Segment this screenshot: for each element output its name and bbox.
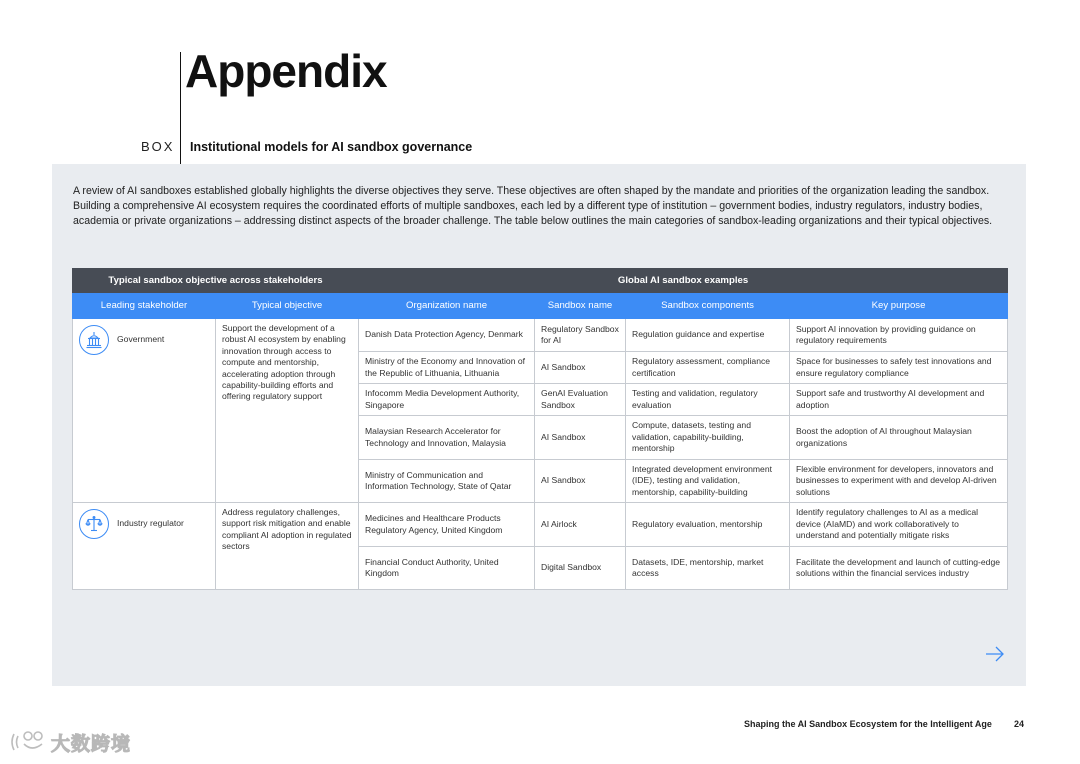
components-cell: Testing and validation, regulatory evaluation [626,384,790,416]
components-cell: Regulatory evaluation, mentorship [626,503,790,547]
org-cell: Malaysian Research Accelerator for Technology and Innovation, Malaysia [359,416,535,460]
group-header-objectives: Typical sandbox objective across stakeholders [73,269,359,293]
sandbox-cell: GenAI Evaluation Sandbox [535,384,626,416]
purpose-cell: Support AI innovation by providing guidance on regulatory requirements [790,319,1008,352]
column-header: Leading stakeholder [73,293,216,319]
column-header: Sandbox name [535,293,626,319]
org-cell: Infocomm Media Development Authority, Singapore [359,384,535,416]
government-building-icon [79,325,109,355]
purpose-cell: Identify regulatory challenges to AI as a medical device (AIaMD) and work collaboratively to understand and potentially mitigate risks [790,503,1008,547]
title-divider-line [180,52,181,164]
watermark-logo-icon [8,728,48,756]
sandbox-cell: Regulatory Sandbox for AI [535,319,626,352]
components-cell: Datasets, IDE, mentorship, market access [626,547,790,590]
objective-cell: Support the development of a robust AI ecosystem by enabling innovation through access to compute and mentorship, accelerating adoption through capability-building efforts and offering regulatory support [216,319,359,503]
box-title: Institutional models for AI sandbox governance [190,140,473,154]
page-number: 24 [1014,719,1025,729]
column-header-row [73,293,1008,319]
components-cell: Integrated development environment (IDE), testing and validation, mentorship, capability-building [626,460,790,503]
purpose-cell: Flexible environment for developers, innovators and businesses to experiment with and develop AI-driven solutions [790,460,1008,503]
footer-document-title: Shaping the AI Sandbox Ecosystem for the Intelligent Age [744,719,992,729]
purpose-cell: Support safe and trustworthy AI development and adoption [790,384,1008,416]
purpose-cell: Facilitate the development and launch of cutting-edge solutions within the financial services industry [790,547,1008,590]
scales-of-justice-icon [79,509,109,539]
table-row [73,503,1008,547]
group-header-examples: Global AI sandbox examples [359,269,1008,293]
page-title: Appendix [185,45,387,97]
column-header: Key purpose [790,293,1008,319]
org-cell: Medicines and Healthcare Products Regulatory Agency, United Kingdom [359,503,535,547]
org-cell: Ministry of Communication and Information Technology, State of Qatar [359,460,535,503]
org-cell: Danish Data Protection Agency, Denmark [359,319,535,352]
stakeholder-name: Industry regulator [117,518,184,529]
sandbox-cell: Digital Sandbox [535,547,626,590]
sandbox-table [72,268,1008,590]
sandbox-cell: AI Sandbox [535,460,626,503]
sandbox-cell: AI Airlock [535,503,626,547]
objective-cell: Address regulatory challenges, support risk mitigation and enable compliant AI adoption in regulated sectors [216,503,359,590]
components-cell: Regulatory assessment, compliance certification [626,352,790,384]
group-header-row [73,269,1008,293]
org-cell: Ministry of the Economy and Innovation of the Republic of Lithuania, Lithuania [359,352,535,384]
column-header: Sandbox components [626,293,790,319]
watermark [8,728,131,756]
stakeholder-cell [73,319,216,503]
arrow-right-icon[interactable] [983,642,1007,666]
stakeholder-cell [73,503,216,590]
org-cell: Financial Conduct Authority, United Kingdom [359,547,535,590]
box-label: BOX [141,139,175,154]
components-cell: Regulation guidance and expertise [626,319,790,352]
sandbox-cell: AI Sandbox [535,352,626,384]
watermark-text: 大数跨境 [51,733,132,755]
intro-paragraph: A review of AI sandboxes established globally highlights the diverse objectives they serve. These objectives are often shaped by the mandate and priorities of the organization leading the sandbox. Building a comprehensive AI ecosystem requires the coordinated efforts of multiple sandboxes, each led by a different type of institution – government bodies, industry regulators, industry bodies, academia or private organizations – addressing distinct aspects of the broader challenge. The table below outlines the main categories of sandbox-leading organizations and their typical objectives. [73,185,993,227]
column-header: Organization name [359,293,535,319]
column-header: Typical objective [216,293,359,319]
sandbox-cell: AI Sandbox [535,416,626,460]
box-panel [52,164,1026,686]
components-cell: Compute, datasets, testing and validation, capability-building, mentorship [626,416,790,460]
purpose-cell: Boost the adoption of AI throughout Malaysian organizations [790,416,1008,460]
table-row [73,319,1008,352]
purpose-cell: Space for businesses to safely test innovations and ensure regulatory compliance [790,352,1008,384]
stakeholder-name: Government [117,334,165,345]
